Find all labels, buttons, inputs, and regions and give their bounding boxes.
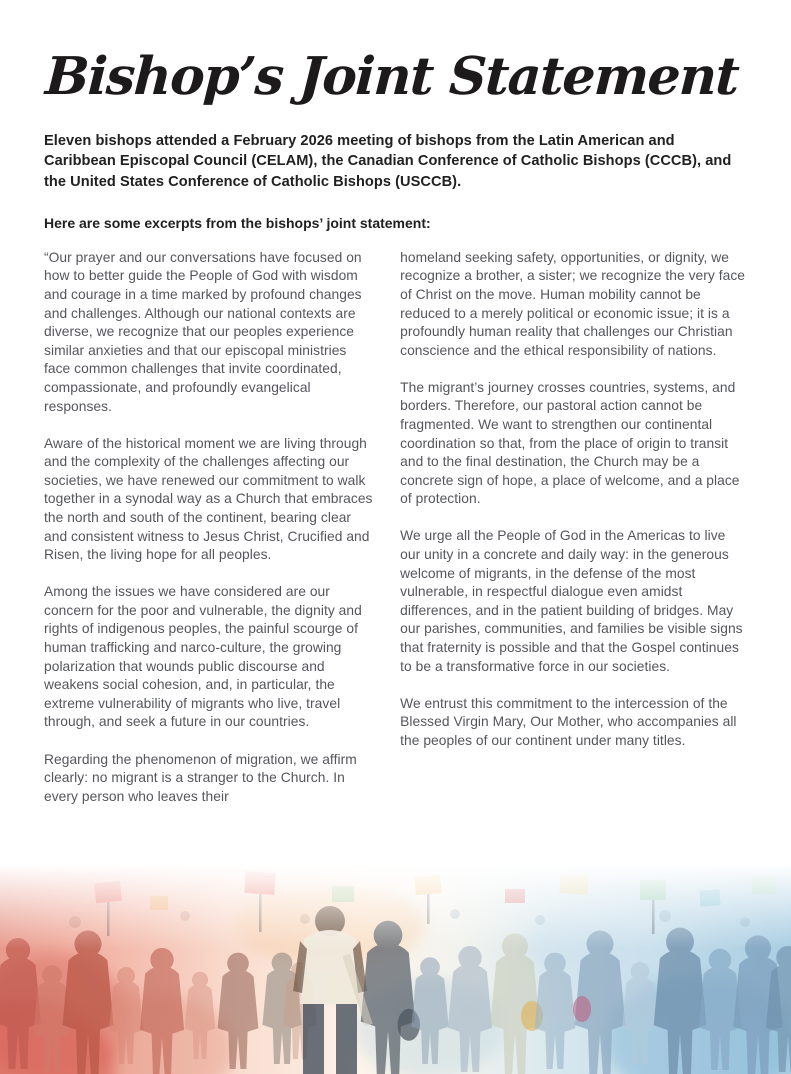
- page-title: Bishop’s Joint Statement: [43, 46, 740, 107]
- body-paragraph: We entrust this commitment to the intercession of the Blessed Virgin Mary, Our Mother, who accompanies all the peoples of our continent under many titles.: [400, 695, 737, 748]
- intro-paragraph: Eleven bishops attended a February 2026 meeting of bishops from the Latin American and Caribbean Episcopal Council (CELAM), the Canadian Conference of Catholic Bishops (CCCB), and the United States Conference of Catholic Bishops (USCCB).: [44, 132, 732, 191]
- body-paragraph: Aware of the historical moment we are living through and the complexity of the challenges affecting our societies, we have renewed our commitment to walk together in a synodal way as a Church that embraces the north and south of the continent, bearing clear and consistent witness to Jesus Christ, Crucified and Risen, the living hope for all peoples.: [44, 435, 373, 563]
- white-shirt-person: [293, 906, 367, 1074]
- body-paragraph: Regarding the phenomenon of migration, we affirm clearly: no migrant is a stranger to the Church. In every person who leaves their: [44, 751, 357, 804]
- body-paragraph: homeland seeking safety, opportunities, or dignity, we recognize a brother, a sister; we recognize the very face of Christ on the move. Human mobility cannot be reduced to a merely political or economic issue; it is a profoundly human reality that challenges our Christian conscience and the ethical responsibility of nations.: [400, 249, 746, 358]
- body-paragraph: “Our prayer and our conversations have focused on how to better guide the People of God with wisdom and courage in a time marked by profound changes and challenges. Although our national contexts are diverse, we recognize that our peoples experience similar anxieties and that our episcopal ministries face common challenges that invite coordinated, compassionate, and profoundly evangelical responses.: [44, 249, 362, 414]
- left-column: [44, 249, 373, 825]
- placard-icons: [94, 871, 776, 936]
- document-page: [0, 46, 791, 825]
- crowd-illustration: [0, 864, 791, 1074]
- body-paragraph: The migrant’s journey crosses countries, systems, and borders. Therefore, our pastoral action cannot be fragmented. We want to strengthen our continental coordination so that, from the place of origin to transit and to the final destination, the Church may be a concrete sign of hope, a place of welcome, and a place of protection.: [400, 379, 740, 507]
- crowd-of-people-watercolor-icon: [0, 864, 791, 1074]
- two-column-body: [44, 249, 747, 825]
- excerpt-lead: Here are some excerpts from the bishops’ joint statement:: [44, 215, 431, 232]
- bag-person: [342, 921, 420, 1074]
- body-paragraph: We urge all the People of God in the Americas to live our unity in a concrete and daily way: in the generous welcome of migrants, in the defense of the most vulnerable, in respectful dialogue even amidst differences, and in the patient building of bridges. May our parishes, communities, and families be visible signs that fraternity is possible and that the Gospel continues to be a transformative force in our societies.: [400, 528, 743, 674]
- right-column: [400, 249, 747, 825]
- person-silhouettes: [0, 906, 791, 1074]
- body-paragraph: Among the issues we have considered are our concern for the poor and vulnerable, the dignity and rights of indigenous peoples, the painful scourge of human trafficking and narco-culture, the growing polarization that wounds public discourse and weakens social cohesion, and, in particular, the extreme vulnerability of migrants who live, travel through, and seek a future in our countries.: [44, 584, 362, 730]
